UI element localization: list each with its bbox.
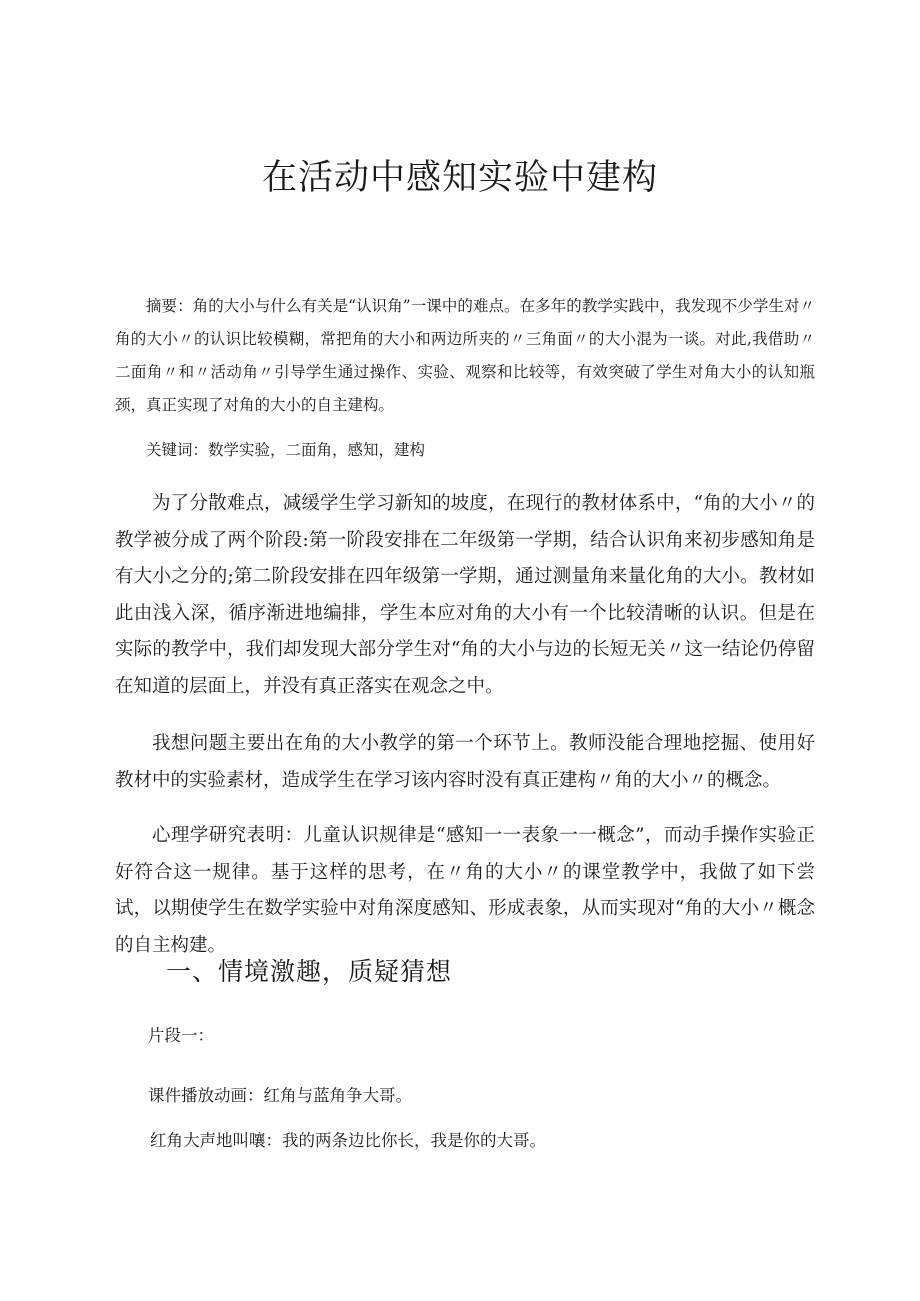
- section-heading-1: 一、情境激趣，质疑猜想: [166, 957, 453, 986]
- abstract-paragraph: 摘要：角的大小与什么有关是“认识角”一课中的难点。在多年的教学实践中，我发现不少学生对〃角的大小〃的认识比较模糊，常把角的大小和两边所夹的〃三角面〃的大小混为一谈。对此,我借助〃二面角〃和〃活动角〃引导学生通过操作、实验、观察和比较等，有效突破了学生对角大小的认知瓶颈，真正实现了对角的大小的自主建构。: [115, 297, 815, 414]
- fragment-label: 片段一：: [148, 1026, 214, 1045]
- body-paragraph-3: 心理学研究表明：儿童认识规律是“感知一一表象一一概念”，而动手操作实验正好符合这一规律。基于这样的思考，在〃角的大小〃的课堂教学中，我做了如下尝试，以期使学生在数学实验中对角深度感知、形成表象，从而实现对“角的大小〃概念的自主构建。: [115, 825, 815, 956]
- keywords-line: 关键词：数学实验，二面角，感知，建构: [146, 441, 426, 459]
- body-paragraph-2: 我想问题主要出在角的大小教学的第一个环节上。教师没能合理地挖掘、使用好教材中的实验素材，造成学生在学习该内容时没有真正建构〃角的大小〃的概念。: [115, 733, 815, 791]
- document-title: 在活动中感知实验中建构: [261, 158, 658, 198]
- red-angle-line: 红角大声地叫嚷：我的两条边比你长，我是你的大哥。: [150, 1131, 546, 1150]
- courseware-line: 课件播放动画：红角与蓝角争大哥。: [148, 1086, 412, 1105]
- body-paragraph-1: 为了分散难点，减缓学生学习新知的坡度，在现行的教材体系中，“角的大小〃的教学被分成了两个阶段:第一阶段安排在二年级第一学期，结合认识角来初步感知角是有大小之分的;第二阶段安排在四年级第一学期，通过测量角来量化角的大小。教材如此由浅入深，循序渐进地编排，学生本应对角的大小有一个比较清晰的认识。但是在实际的教学中，我们却发现大部分学生对“角的大小与边的长短无关〃这一结论仍停留在知道的层面上，并没有真正落实在观念之中。: [115, 493, 815, 697]
